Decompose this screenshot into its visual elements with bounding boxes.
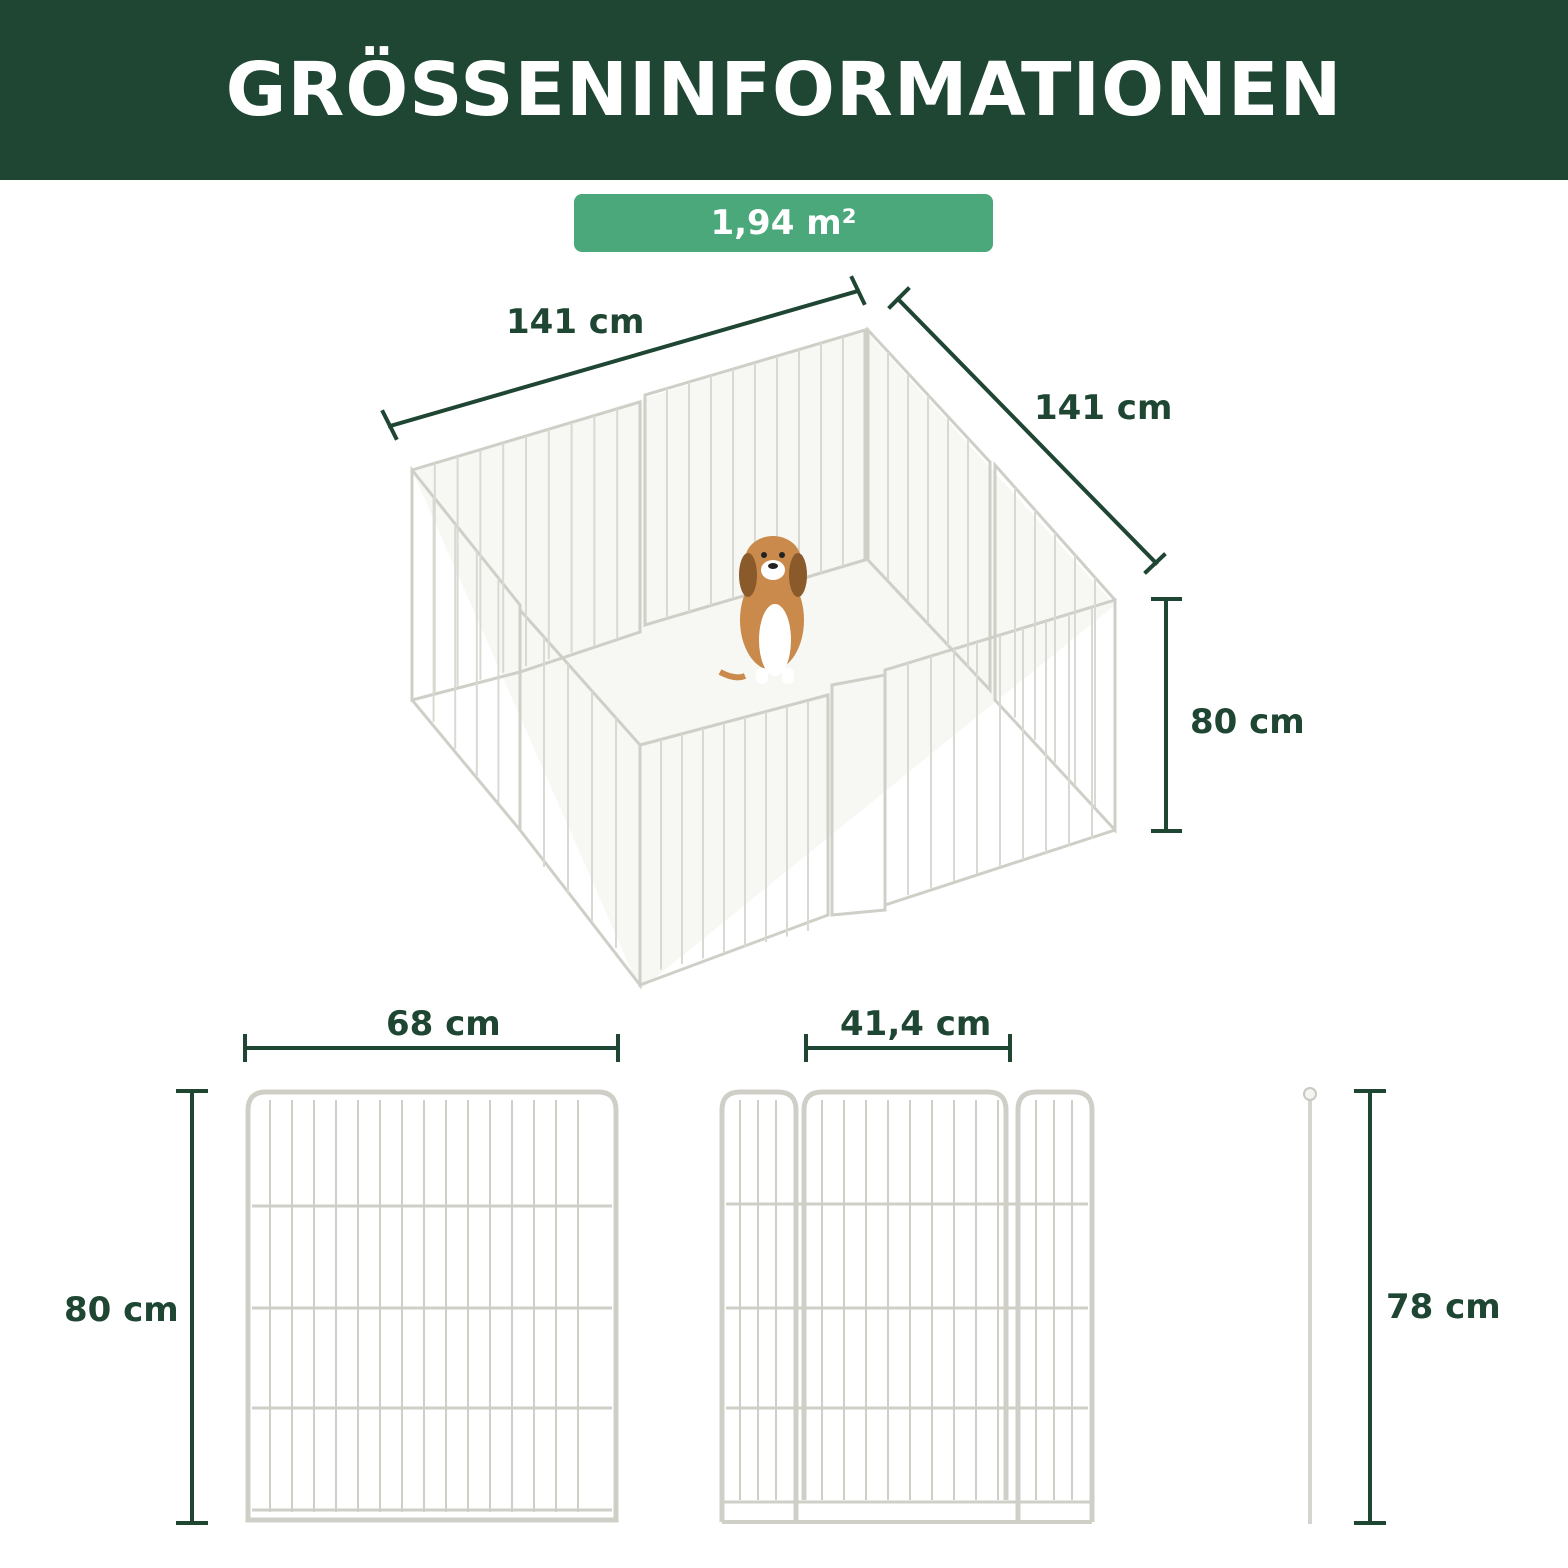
pen-height-dimension-line (1153, 599, 1180, 831)
door-width-label: 41,4 cm (840, 1004, 992, 1044)
panel-width-label: 68 cm (386, 1004, 501, 1044)
door-panel-illustration (722, 1092, 1092, 1522)
stake-height-label: 78 cm (1386, 1287, 1501, 1327)
page-title: GRÖSSENINFORMATIONEN (225, 47, 1343, 133)
single-panel-illustration (248, 1092, 616, 1520)
pen-height-label: 80 cm (1190, 702, 1305, 742)
stake-height-dimension-line (1356, 1091, 1384, 1523)
playpen-illustration (412, 330, 1115, 990)
pen-width-label: 141 cm (1034, 388, 1173, 428)
panel-height-dimension-line (178, 1091, 206, 1523)
area-value: 1,94 m² (710, 203, 857, 243)
pen-length-label: 141 cm (506, 302, 645, 342)
ground-stake-illustration (1304, 1088, 1316, 1524)
panel-height-label: 80 cm (64, 1290, 179, 1330)
